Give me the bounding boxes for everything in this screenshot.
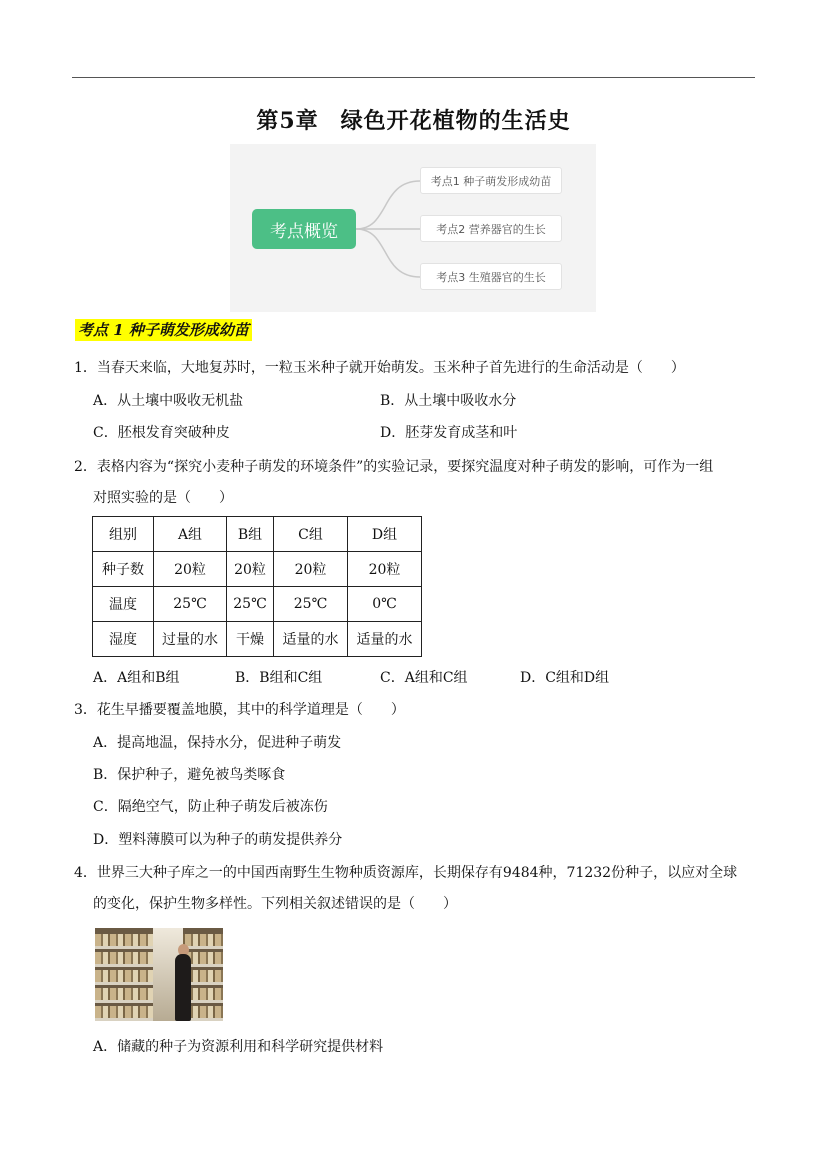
table-cell: C组 [274,517,348,552]
table-cell: 20粒 [348,552,422,587]
table-cell: 温度 [93,587,154,622]
q3-option-a: A．提高地温，保持水分，促进种子萌发 [93,735,342,751]
table-cell: 适量的水 [274,622,348,657]
table-cell: 0℃ [348,587,422,622]
page-title [0,104,827,135]
table-cell: A组 [154,517,227,552]
table-row [93,587,422,622]
question-2-stem: 2．表格内容为“探究小麦种子萌发的环境条件”的实验记录，要探究温度对种子萌发的影响，可作为一组 [74,459,714,475]
mindmap-root: 考点概览 [252,209,356,249]
chapter-number: 第5章 [256,108,319,134]
table-cell: 20粒 [274,552,348,587]
chapter-name: 绿色开花植物的生活史 [340,108,571,134]
q2-option-d: D．C组和D组 [520,670,610,686]
table-cell: 25℃ [274,587,348,622]
seed-bank-photo [95,928,223,1021]
q1-option-b: B．从土壤中吸收水分 [380,393,517,409]
table-cell: D组 [348,517,422,552]
q3-option-d: D．塑料薄膜可以为种子的萌发提供养分 [93,832,343,848]
mindmap-node-2: 考点2 营养器官的生长 [420,215,562,242]
table-cell: 25℃ [227,587,274,622]
mindmap-node-3: 考点3 生殖器官的生长 [420,263,562,290]
q3-option-b: B．保护种子，避免被鸟类啄食 [93,767,286,783]
table-cell: 干燥 [227,622,274,657]
table-row [93,517,422,552]
q2-option-b: B．B组和C组 [235,670,323,686]
table-cell: 20粒 [154,552,227,587]
q2-option-c: C．A组和C组 [380,670,468,686]
table-row [93,622,422,657]
q2-option-a: A．A组和B组 [93,670,180,686]
table-cell: 种子数 [93,552,154,587]
q1-option-d: D．胚芽发育成茎和叶 [380,425,518,441]
header-rule [72,77,755,78]
experiment-table [92,516,422,657]
question-2-stem-cont: 对照实验的是（ ） [93,490,233,506]
table-cell: 湿度 [93,622,154,657]
q4-option-a: A．储藏的种子为资源利用和科学研究提供材料 [93,1039,384,1055]
table-cell: 过量的水 [154,622,227,657]
table-cell: 25℃ [154,587,227,622]
section-heading: 考点 1 种子萌发形成幼苗 [75,319,252,341]
question-4-stem-cont: 的变化，保护生物多样性。下列相关叙述错误的是（ ） [93,896,457,912]
question-1-stem: 1．当春天来临，大地复苏时，一粒玉米种子就开始萌发。玉米种子首先进行的生命活动是（ ） [74,360,685,376]
table-cell: 适量的水 [348,622,422,657]
table-cell: 组别 [93,517,154,552]
mindmap-node-1: 考点1 种子萌发形成幼苗 [420,167,562,194]
q1-option-a: A．从土壤中吸收无机盐 [93,393,244,409]
q3-option-c: C．隔绝空气，防止种子萌发后被冻伤 [93,799,328,815]
question-4-stem: 4．世界三大种子库之一的中国西南野生生物种质资源库，长期保存有9484种，71232份种子，以应对全球 [74,865,738,881]
question-3-stem: 3．花生早播要覆盖地膜，其中的科学道理是（ ） [74,702,405,718]
table-row [93,552,422,587]
table-cell: 20粒 [227,552,274,587]
table-cell: B组 [227,517,274,552]
overview-mindmap [230,144,596,312]
q1-option-c: C．胚根发育突破种皮 [93,425,230,441]
